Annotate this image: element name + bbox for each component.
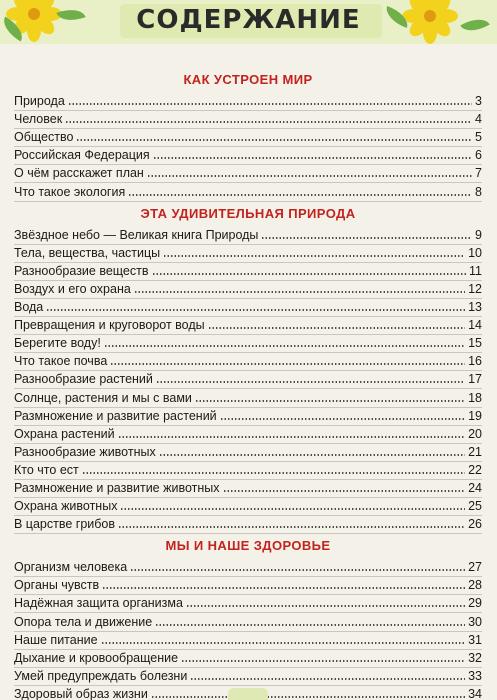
- toc-entry-title: Охрана животных: [14, 498, 120, 515]
- toc-entry-page: 31: [465, 632, 482, 649]
- toc-entry-title: В царстве грибов: [14, 516, 118, 533]
- dot-leader: [155, 623, 465, 627]
- toc-entry-page: 11: [466, 263, 482, 280]
- toc-entry-page: 14: [465, 317, 482, 334]
- toc-entry-title: Разнообразие животных: [14, 444, 159, 461]
- toc-entry-title: Размножение и развитие растений: [14, 408, 220, 425]
- toc-entry: [14, 389, 482, 407]
- toc-entry-page: 8: [472, 184, 482, 201]
- toc-entry-title: Разнообразие веществ: [14, 263, 152, 280]
- header-banner: [0, 0, 497, 44]
- toc-entry-page: 9: [472, 227, 482, 244]
- section-heading: ЭТА УДИВИТЕЛЬНАЯ ПРИРОДА: [140, 205, 356, 221]
- page-number-tab: [228, 688, 268, 700]
- toc-entry-title: Тела, вещества, частицы: [14, 245, 163, 262]
- toc-entry: [14, 129, 482, 147]
- toc-entry: [14, 245, 482, 263]
- toc-entry-title: Надёжная защита организма: [14, 595, 186, 612]
- toc-entry-title: Превращения и круговорот воды: [14, 317, 208, 334]
- toc-entry: [14, 480, 482, 498]
- toc-entry-page: 32: [465, 650, 482, 667]
- toc-entry: [14, 147, 482, 165]
- toc-entry-title: Организм человека: [14, 559, 130, 576]
- toc-entry-page: 28: [465, 577, 482, 594]
- toc-entry-page: 27: [465, 559, 482, 576]
- dot-leader: [118, 435, 465, 439]
- toc-entry-page: 17: [465, 371, 482, 388]
- toc-entry-page: 30: [465, 614, 482, 631]
- toc-entry-page: 21: [465, 444, 482, 461]
- dot-leader: [120, 507, 465, 511]
- dot-leader: [152, 272, 467, 276]
- toc-entry-title: Кто что ест: [14, 462, 82, 479]
- toc-entry: [14, 516, 482, 534]
- toc-entry-title: О чём расскажет план: [14, 165, 147, 182]
- toc-entry: [14, 559, 482, 577]
- dot-leader: [102, 586, 465, 590]
- dot-leader: [190, 677, 465, 681]
- toc-entry-title: Российская Федерация: [14, 147, 153, 164]
- dot-leader: [65, 120, 472, 124]
- toc-entry: [14, 165, 482, 183]
- dot-leader: [156, 380, 465, 384]
- toc-entry-page: 24: [465, 480, 482, 497]
- toc-entry-page: 15: [465, 335, 482, 352]
- dot-leader: [261, 236, 472, 240]
- toc-entry-title: Что такое экология: [14, 184, 128, 201]
- toc-entry-page: 10: [465, 245, 482, 262]
- toc-entry-page: 25: [465, 498, 482, 515]
- dot-leader: [46, 308, 465, 312]
- toc-entry-page: 26: [465, 516, 482, 533]
- toc-entry-page: 34: [465, 686, 482, 700]
- toc-entry: [14, 335, 482, 353]
- dot-leader: [82, 471, 465, 475]
- toc-entry-page: 29: [465, 595, 482, 612]
- toc-entry: [14, 111, 482, 129]
- toc-entry: [14, 281, 482, 299]
- toc-entry-title: Наше питание: [14, 632, 101, 649]
- dot-leader: [186, 604, 465, 608]
- section-heading: КАК УСТРОЕН МИР: [183, 72, 313, 87]
- toc-entry: [14, 353, 482, 371]
- toc-entry-title: Здоровый образ жизни: [14, 686, 151, 700]
- toc-entry-title: Органы чувств: [14, 577, 102, 594]
- toc-entry: [14, 183, 482, 201]
- dot-leader: [181, 659, 465, 663]
- toc-entry: [14, 632, 482, 650]
- toc-entry-page: 13: [465, 299, 482, 316]
- toc-entry: [14, 595, 482, 613]
- toc-entry: [14, 668, 482, 686]
- toc-entry-title: Размножение и развитие животных: [14, 480, 223, 497]
- dot-leader: [101, 641, 466, 645]
- dot-leader: [223, 489, 466, 493]
- toc-entry-title: Дыхание и кровообращение: [14, 650, 181, 667]
- toc-entry: [14, 462, 482, 480]
- dot-leader: [104, 344, 465, 348]
- toc-entry-page: 12: [465, 281, 482, 298]
- toc-entry-title: Солнце, растения и мы с вами: [14, 390, 195, 407]
- toc-entry: [14, 577, 482, 595]
- toc-entry-title: Звёздное небо — Великая книга Природы: [14, 227, 261, 244]
- dot-leader: [134, 290, 465, 294]
- dot-leader: [147, 174, 472, 178]
- dot-leader: [128, 193, 472, 197]
- toc-entry-page: 19: [465, 408, 482, 425]
- toc-entry-title: Что такое почва: [14, 353, 110, 370]
- toc-entry-page: 4: [472, 111, 482, 128]
- toc-entry-title: Разнообразие растений: [14, 371, 156, 388]
- toc-entry-title: Умей предупреждать болезни: [14, 668, 190, 685]
- toc-entry: [14, 650, 482, 668]
- toc-entry-page: 3: [472, 93, 482, 110]
- dot-leader: [163, 254, 465, 258]
- toc-entry: [14, 498, 482, 516]
- toc-entry: [14, 227, 482, 245]
- toc-entry-title: Берегите воду!: [14, 335, 104, 352]
- toc-entry-title: Природа: [14, 93, 68, 110]
- dot-leader: [220, 417, 465, 421]
- dot-leader: [151, 695, 465, 699]
- toc-entry: [14, 444, 482, 462]
- dot-leader: [195, 399, 465, 403]
- dot-leader: [118, 525, 465, 529]
- toc-entry-page: 16: [465, 353, 482, 370]
- toc-entry-page: 5: [472, 129, 482, 146]
- toc-entry: [14, 408, 482, 426]
- toc-entry: [14, 263, 482, 281]
- toc-entry-page: 6: [472, 147, 482, 164]
- toc-entry-page: 18: [465, 390, 482, 407]
- toc-entry: [14, 613, 482, 631]
- toc-entry-title: Человек: [14, 111, 65, 128]
- toc-entry-title: Общество: [14, 129, 76, 146]
- toc-entry-title: Охрана растений: [14, 426, 118, 443]
- toc-entry-title: Воздух и его охрана: [14, 281, 134, 298]
- section-heading: МЫ И НАШЕ ЗДОРОВЬЕ: [165, 538, 331, 554]
- toc-entry-page: 7: [472, 165, 482, 182]
- table-of-contents: [14, 68, 482, 700]
- toc-entry-title: Опора тела и движение: [14, 614, 155, 631]
- dot-leader: [76, 138, 472, 142]
- toc-entry-page: 20: [465, 426, 482, 443]
- toc-entry: [14, 317, 482, 335]
- dot-leader: [130, 568, 465, 572]
- toc-entry-page: 33: [465, 668, 482, 685]
- toc-entry: [14, 93, 482, 111]
- dot-leader: [208, 326, 465, 330]
- toc-entry-title: Вода: [14, 299, 46, 316]
- toc-entry: [14, 299, 482, 317]
- dot-leader: [68, 102, 472, 106]
- dot-leader: [153, 156, 472, 160]
- dot-leader: [159, 453, 465, 457]
- toc-entry: [14, 426, 482, 444]
- dot-leader: [110, 362, 465, 366]
- toc-entry: [14, 371, 482, 389]
- toc-entry-page: 22: [465, 462, 482, 479]
- page-title: СОДЕРЖАНИЕ: [136, 5, 361, 35]
